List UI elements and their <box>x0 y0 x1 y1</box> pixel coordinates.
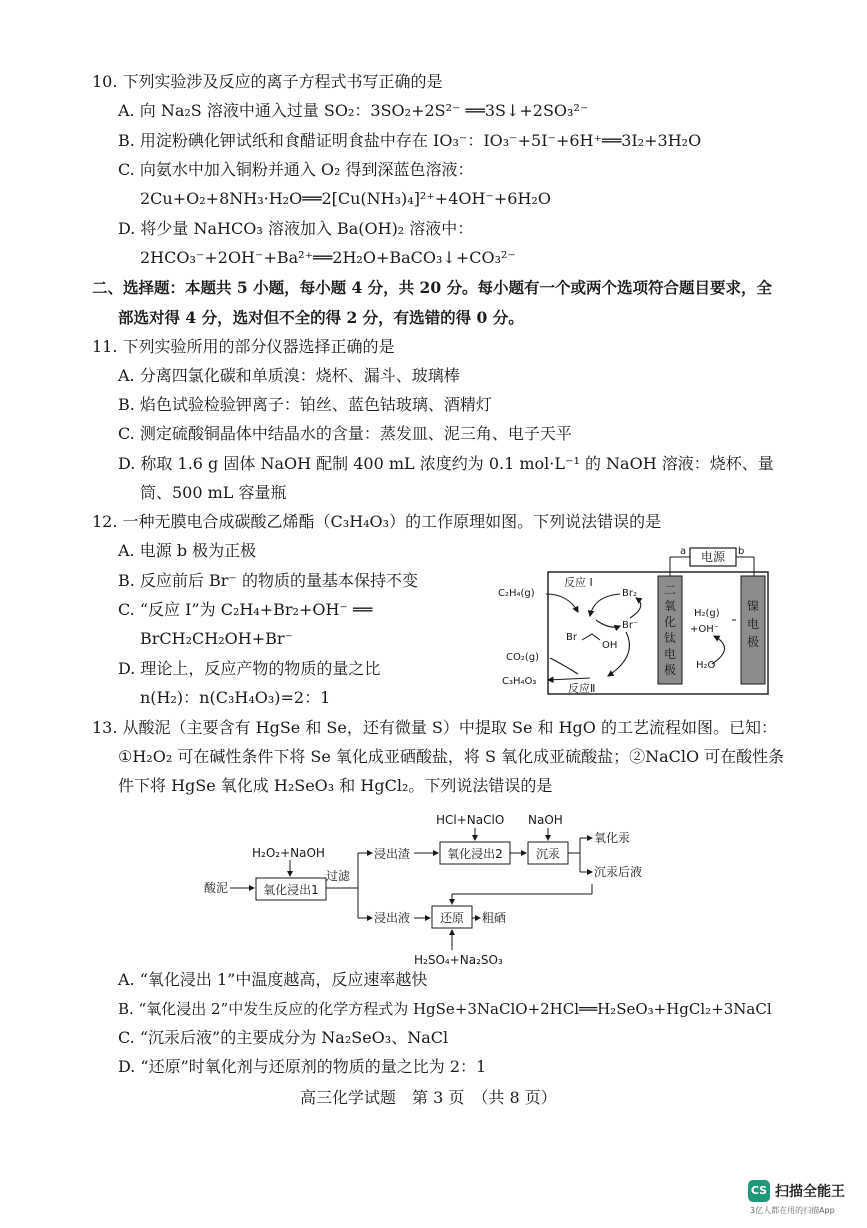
section-heading: 二、选择题：本题共 5 小题，每小题 4 分，共 20 分。每小题有一个或两个选项符合题目要求，全 <box>92 278 773 297</box>
electrode-char: 化 <box>663 615 677 629</box>
q13-option-d: D. “还原”时氧化剂与还原剂的物质的量之比为 2：1 <box>118 1057 487 1076</box>
right-electrode-label <box>747 598 759 649</box>
process-flow-chart <box>200 808 670 968</box>
q13-option-a: A. “氧化浸出 1”中温度越高，反应速率越快 <box>118 970 428 989</box>
q10-stem: 10. 下列实验涉及反应的离子方程式书写正确的是 <box>92 72 443 91</box>
c2h4-label: C₂H₄(g) <box>498 588 535 599</box>
terminal-a-label: a <box>680 546 687 557</box>
q11-stem: 11. 下列实验所用的部分仪器选择正确的是 <box>92 337 395 356</box>
product-hgo: 氧化汞 <box>594 831 631 845</box>
camscanner-name: 扫描全能王 <box>775 1184 845 1200</box>
q12-option-c-cont: BrCH₂CH₂OH+Br⁻ <box>140 629 293 648</box>
step4-label: 还原 <box>439 911 465 925</box>
q13-option-b: B. “氧化浸出 2”中发生反应的化学方程式为 HgSe+3NaClO+2HCl══H₂SeO₃+HgCl₂+3NaCl <box>118 1000 772 1018</box>
q13-given-1: ①H₂O₂ 可在碱性条件下将 Se 氧化成亚硒酸盐，将 S 氧化成亚硫酸盐；②NaClO 可在酸性条 <box>118 747 785 766</box>
q10-option-d-equation: 2HCO₃⁻+2OH⁻+Ba²⁺══2H₂O+BaCO₃↓+CO₃²⁻ <box>140 248 516 267</box>
step3-label: 沉汞 <box>535 847 561 861</box>
electrode-char: 钛 <box>663 631 677 645</box>
q10-option-c: C. 向氨水中加入铜粉并通入 O₂ 得到深蓝色溶液： <box>118 160 474 179</box>
electrode-char: 极 <box>663 663 677 677</box>
page-footer: 高三化学试题 第 3 页 （共 8 页） <box>300 1088 557 1107</box>
electrode-char: 二 <box>663 583 677 597</box>
br-minus-label: Br⁻ <box>622 620 639 631</box>
q10-option-d: D. 将少量 NaHCO₃ 溶液加入 Ba(OH)₂ 溶液中： <box>118 219 474 238</box>
c3h4o3-label: C₃H₄O₃ <box>502 676 537 687</box>
power-label: 电源 <box>700 550 726 564</box>
electrode-char: 电 <box>663 647 677 661</box>
electrode-char: 氧 <box>663 599 677 613</box>
reagent-h2so4-na2so3: H₂SO₄+Na₂SO₃ <box>414 953 503 967</box>
co2-label: CO₂(g) <box>506 652 540 663</box>
q13-option-c: C. “沉汞后液”的主要成分为 Na₂SeO₃、NaCl <box>118 1028 449 1047</box>
q10-option-c-equation: 2Cu+O₂+8NH₃·H₂O══2[Cu(NH₃)₄]²⁺+4OH⁻+6H₂O <box>140 189 551 208</box>
camscanner-logo-icon: CS <box>748 1180 770 1202</box>
q11-option-d-cont: 筒、500 mL 容量瓶 <box>140 483 287 502</box>
electrode-char: 极 <box>746 635 760 649</box>
q11-option-b: B. 焰色试验检验钾离子：铂丝、蓝色钴玻璃、酒精灯 <box>118 395 492 414</box>
waste-liquid: 沉汞后液 <box>594 865 643 879</box>
q10-option-a: A. 向 Na₂S 溶液中通入过量 SO₂：3SO₂+2S²⁻ ══3S↓+2SO₃²⁻ <box>118 101 589 120</box>
q12-option-a: A. 电源 b 极为正极 <box>118 541 257 560</box>
reaction2-label: 反应Ⅱ <box>568 682 596 695</box>
q12-option-c: C. “反应 I”为 C₂H₄+Br₂+OH⁻ ══ <box>118 600 373 619</box>
electrolysis-diagram <box>498 544 778 696</box>
q13-given-2: 件下将 HgSe 氧化成 H₂SeO₃ 和 HgCl₂。下列说法错误的是 <box>118 776 553 795</box>
oh-minus-label: +OH⁻ <box>690 624 720 635</box>
q12-stem: 12. 一种无膜电合成碳酸乙烯酯（C₃H₄O₃）的工作原理如图。下列说法错误的是 <box>92 512 662 531</box>
oh-label: OH <box>602 640 618 651</box>
h2o-label: H₂O <box>696 660 716 671</box>
q12-option-d: D. 理论上，反应产物的物质的量之比 <box>118 659 381 678</box>
camscanner-tagline: 3亿人都在用的扫描App <box>750 1206 835 1215</box>
q11-option-d: D. 称取 1.6 g 固体 NaOH 配制 400 mL 浓度约为 0.1 mol·L⁻¹ 的 NaOH 溶液：烧杯、量 <box>118 454 774 473</box>
reagent-hcl-naclo: HCl+NaClO <box>436 813 505 827</box>
reaction1-label: 反应 I <box>564 576 593 589</box>
section-heading-cont: 部选对得 4 分，选对但不全的得 2 分，有选错的得 0 分。 <box>118 308 524 327</box>
br-label: Br <box>566 632 577 643</box>
h2-label: H₂(g) <box>694 608 720 619</box>
feed-acid-sludge: 酸泥 <box>204 881 229 895</box>
terminal-b-label: b <box>738 546 745 557</box>
br2-label: Br₂ <box>622 588 637 599</box>
q11-option-a: A. 分离四氯化碳和单质溴：烧杯、漏斗、玻璃棒 <box>118 366 460 385</box>
product-crude-se: 粗硒 <box>482 911 507 925</box>
reagent-h2o2-naoh: H₂O₂+NaOH <box>252 846 325 860</box>
q12-option-d-cont: n(H₂)：n(C₃H₄O₃)=2：1 <box>140 688 331 707</box>
leach-liquid: 浸出液 <box>374 911 411 925</box>
step2-label: 氧化浸出2 <box>447 847 503 861</box>
q11-option-c: C. 测定硫酸铜晶体中结晶水的含量：蒸发皿、泥三角、电子天平 <box>118 424 572 443</box>
electrode-char: 镍 <box>746 599 760 613</box>
q12-option-b: B. 反应前后 Br⁻ 的物质的量基本保持不变 <box>118 571 418 590</box>
reagent-naoh: NaOH <box>528 813 563 827</box>
q13-stem: 13. 从酸泥（主要含有 HgSe 和 Se，还有微量 S）中提取 Se 和 HgO 的工艺流程如图。已知： <box>92 718 777 737</box>
electrode-char: 电 <box>746 617 760 631</box>
filter-label: 过滤 <box>326 869 351 883</box>
step1-label: 氧化浸出1 <box>263 883 319 897</box>
q10-option-b: B. 用淀粉碘化钾试纸和食醋证明食盐中存在 IO₃⁻：IO₃⁻+5I⁻+6H⁺══3I₂+3H₂O <box>118 131 702 150</box>
residue-label: 浸出渣 <box>374 847 411 861</box>
